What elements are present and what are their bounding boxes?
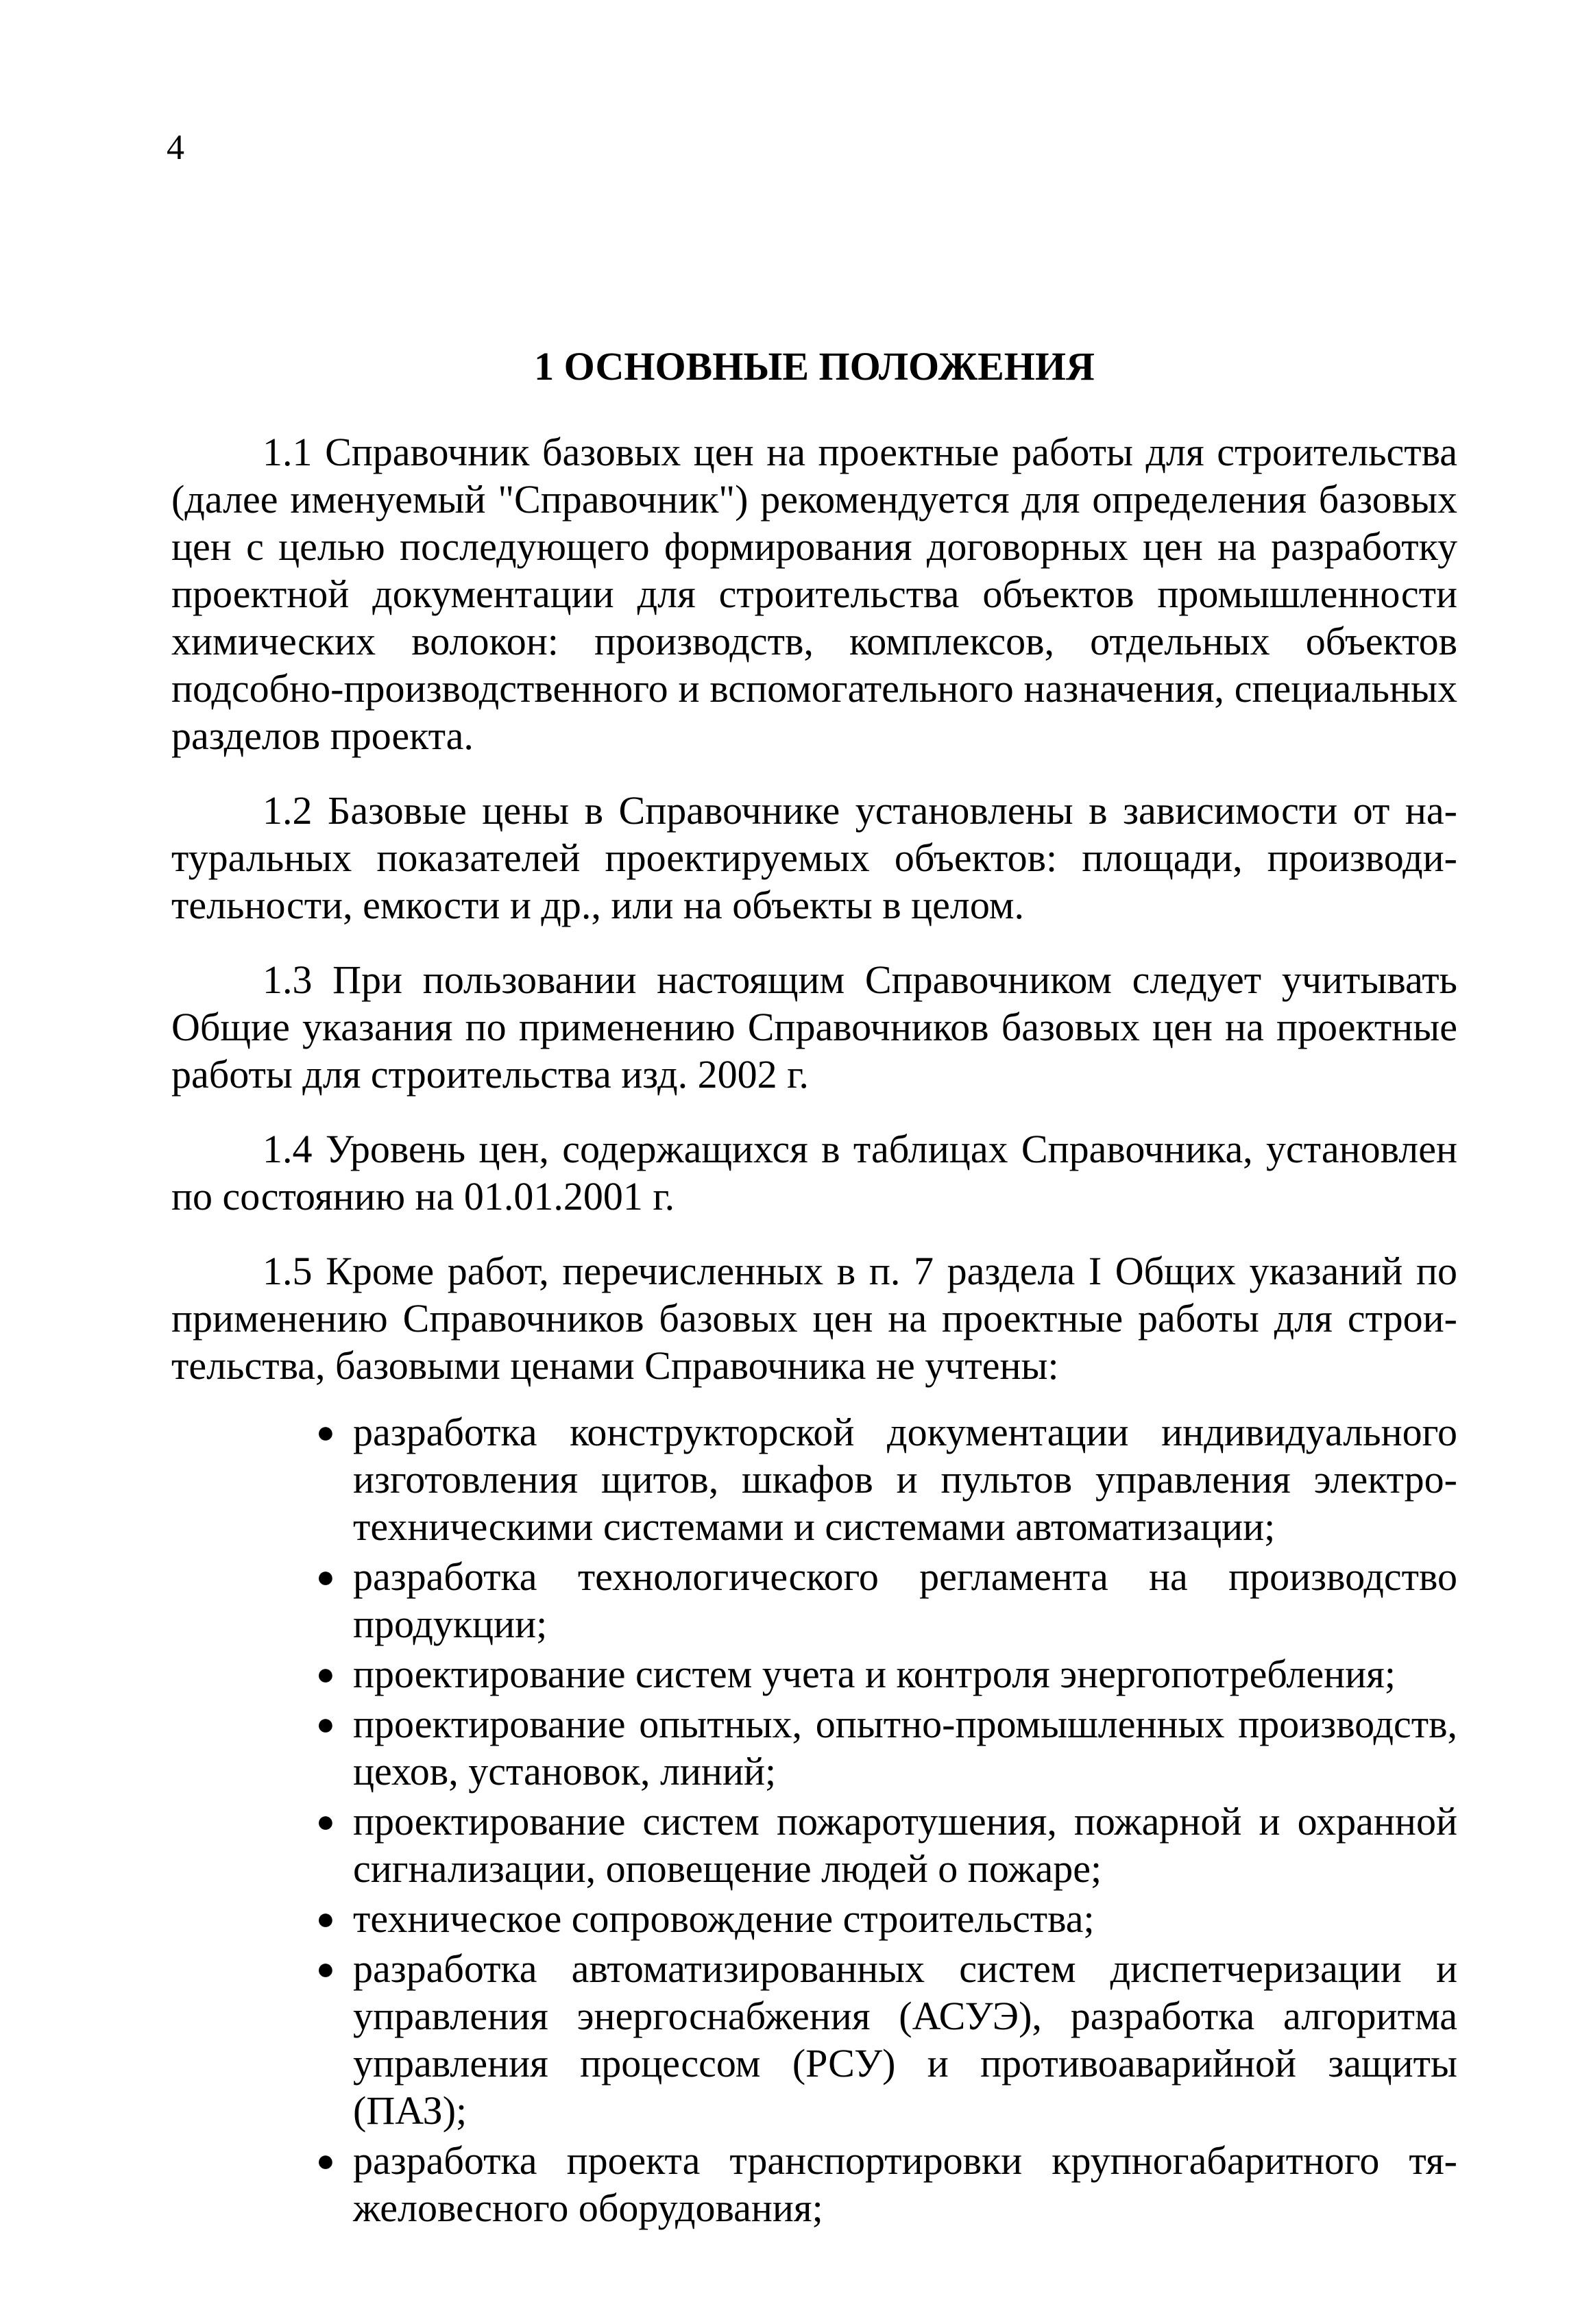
paragraph-1-3: 1.3 При пользовании настоящим Справочником следует учитывать Общие указания по применению Справочников базовых цен на проектные работы для строительства изд. 2002 г. [171,957,1457,1097]
paragraph-1-5: 1.5 Кроме работ, перечисленных в п. 7 раздела I Общих указаний по применению Справочников базовых цен на проектные работы для строительства, базовыми ценами Справочника не учтены: [171,1249,1457,1388]
bullet-icon: ● [316,1656,335,1691]
list-item-text: разработка конструкторской документации индивидуального изготовления щитов, шкафов и пультов управления электротехническими системами и системами автоматизации; [353,1410,1457,1549]
list-item [316,2137,1457,2231]
exclusions-list [171,1408,1457,2231]
bullet-icon: ● [316,1951,335,1986]
list-item-text: проектирование опытных, опытно-промышленных производств, цехов, установок, линий; [353,1702,1457,1794]
paragraph-1-1: 1.1 Справочник базовых цен на проектные работы для строительства (далее именуемый "Справочник") рекомендуется для определения базовых цен с целью последующего формирования договорных цен на разработку проектной документации для строительства объектов промышленности химических волокон: производств, комплексов, отдельных объектов подсобно-производственного и вспомогательного назначения, специальных разделов проекта. [171,430,1457,758]
main-content [171,343,1457,2234]
list-item [316,1895,1457,1942]
list-item [316,1700,1457,1795]
bullet-icon: ● [316,1901,335,1936]
list-item-text: проектирование систем учета и контроля энергопотребления; [353,1652,1396,1696]
list-item-text: разработка проекта транспортировки крупногабаритного тяжеловесного оборудования; [353,2138,1457,2230]
bullet-icon: ● [316,1707,335,1741]
paragraph-1-2: 1.2 Базовые цены в Справочнике установлены в зависимости от натуральных показателей проектируемых объектов: площади, производительности, емкости и др., или на объекты в целом. [171,788,1457,927]
list-item-text: техническое сопровождение строительства; [353,1896,1095,1941]
list-item-text: проектирование систем пожаротушения, пожарной и охранной сигнализации, оповещение людей о пожаре; [353,1799,1457,1891]
bullet-icon: ● [316,2143,335,2178]
paragraph-1-4: 1.4 Уровень цен, содержащихся в таблицах Справочника, установлен по состоянию на 01.01.2001 г. [171,1127,1457,1219]
list-item [316,1408,1457,1550]
list-item [316,1798,1457,1892]
bullet-icon: ● [316,1415,335,1450]
list-item-text: разработка автоматизированных систем диспетчеризации и управления энергоснабжения (АСУЭ), разработка алгоритма управления процессом (РСУ) и противоаварийной защиты (ПАЗ); [353,1946,1457,2133]
list-item [316,1650,1457,1698]
bullet-icon: ● [316,1804,335,1839]
page-number: 4 [167,128,184,167]
list-item [316,1553,1457,1648]
list-item [316,1945,1457,2134]
bullet-icon: ● [316,1559,335,1594]
section-heading: 1 ОСНОВНЫЕ ПОЛОЖЕНИЯ [534,344,1095,389]
list-item-text: разработка технологического регламента на производство продукции; [353,1554,1457,1646]
